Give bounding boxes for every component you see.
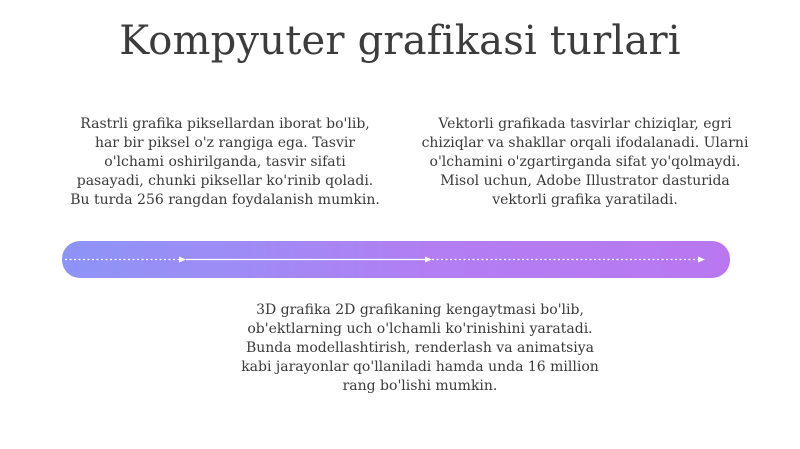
slide-title: Kompyuter grafikasi turlari	[119, 18, 681, 64]
three-d-graphics-text: 3D grafika 2D grafikaning kengaytmasi bo'lib, ob'ektlarning uch o'lchamli ko'rinishini yaratadi. Bunda modellashtirish, renderlash va animatsiya kabi jarayonlar qo'llaniladi hamda unda 16 million rang bo'lishi mumkin.	[241, 302, 599, 394]
timeline-arrows	[62, 241, 730, 278]
arrow-head-left-icon	[179, 257, 186, 263]
arrow-head-middle-icon	[425, 257, 432, 263]
arrow-head-right-icon	[698, 257, 705, 263]
vector-graphics-text: Vektorli grafikada tasvirlar chiziqlar, egri chiziqlar va shakllar orqali ifodalanadi. Ularni o'lchamini o'zgartirganda sifat yo'qolmaydi. Misol uchun, Adobe Illustrator dasturida vektorli grafika yaratiladi.	[421, 116, 749, 208]
timeline-bar	[62, 241, 730, 278]
raster-graphics-text: Rastrli grafika piksellardan iborat bo'lib, har bir piksel o'z rangiga ega. Tasvir o'lchami oshirilganda, tasvir sifati pasayadi, chunki piksellar ko'rinib qoladi. Bu turda 256 rangdan foydalanish mumkin.	[70, 116, 380, 208]
